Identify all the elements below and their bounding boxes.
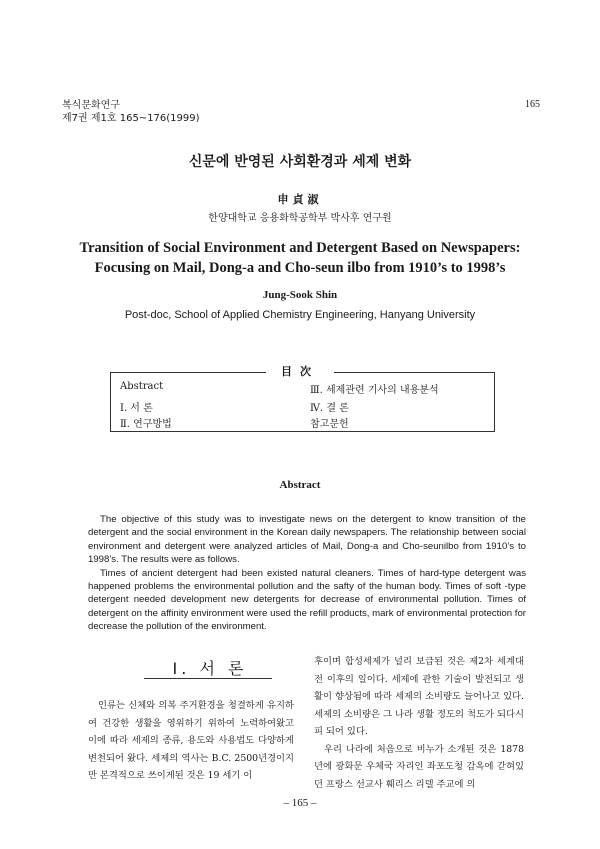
- toc-heading: 目次: [266, 363, 334, 379]
- affiliation-korean: 한양대학교 응용화학공학부 박사후 연구원: [208, 213, 392, 224]
- toc-item-analysis: Ⅲ. 세제관련 기사의 내용분석: [310, 385, 439, 396]
- title-english-line1: Transition of Social Environment and Detergent Based on Newspapers:: [79, 240, 521, 256]
- volume-info: 제7권 제1호 165~176(1999): [62, 113, 200, 124]
- abstract-body: [88, 513, 526, 634]
- toc-item-abstract: Abstract: [120, 381, 164, 392]
- author-english: Jung-Sook Shin: [262, 289, 338, 301]
- title-english: [50, 238, 550, 278]
- body-paragraph: 인류는 신체와 의복 주거환경을 청결하게 유지하여 건강한 생활을 영위하기 위하여 노력하여왔고 이에 따라 세제의 종류, 용도와 사용법도 다양하게 변천되어 왔다. 세제의 역사는 B.C. 2500년경이지만 본격적으로 쓰이게된 것은 19 세기 이: [88, 700, 294, 781]
- page-number-footer: – 165 –: [283, 797, 317, 809]
- section-heading-underline: [144, 678, 272, 679]
- journal-header: [62, 99, 200, 125]
- body-paragraph: 후이며 합성세제가 널리 보급된 것은 제2차 세계대전 이후의 일이다. 세제에 관한 기술이 발전되고 생활이 향상됨에 따라 세제의 소비량도 늘어나고 있다. 세제의 소비량은 그 나라 생활 정도의 척도가 되다시피 되어 있다.: [314, 656, 524, 737]
- toc-item-conclusion: Ⅳ. 결 론: [310, 403, 349, 414]
- abstract-paragraph: The objective of this study was to investigate news on the detergent to know transition of the detergent and the social environment in the Korean daily newspapers. The relationship between social environment and detergent were analyzed articles of Mail, Dong-a and Cho-seunilbo from 1910’s to 1998’s. The results were as follows.: [88, 514, 526, 566]
- toc-item-methods: Ⅱ. 연구방법: [120, 419, 172, 430]
- body-column-right: [314, 653, 524, 793]
- author-korean: 申貞淑: [277, 193, 323, 206]
- journal-name: 복식문화연구: [62, 100, 120, 111]
- section-heading-introduction: Ⅰ. 서 론: [172, 659, 248, 678]
- affiliation-english: Post-doc, School of Applied Chemistry Engineering, Hanyang University: [124, 309, 476, 321]
- abstract-heading: Abstract: [279, 479, 321, 491]
- toc-item-references: 참고문헌: [310, 419, 349, 430]
- body-paragraph: 우리 나라에 처음으로 비누가 소개된 것은 1878년에 광화문 우체국 자리인 좌포도청 감옥에 갇혀있던 프랑스 선교사 훼리스 리델 주교에 의: [314, 743, 524, 790]
- abstract-paragraph: Times of ancient detergent had been existed natural cleaners. Times of hard-type detergent was happened problems the environmental pollution and the safty of the human body. Times of soft -type detergent needed development new detergents for decrease of environmental pollution. Times of detergent on the affinity environment were used the refill products, mark of environmental protection for decrease the pollution of the environment.: [88, 567, 526, 633]
- title-korean: 신문에 반영된 사회환경과 세제 변화: [188, 154, 412, 170]
- toc-item-introduction: Ⅰ. 서 론: [120, 403, 153, 414]
- page-number-top: 165: [525, 99, 540, 110]
- body-column-left: [88, 697, 294, 785]
- title-english-line2: Focusing on Mail, Dong-a and Cho-seun ilbo from 1910’s to 1998’s: [94, 260, 506, 276]
